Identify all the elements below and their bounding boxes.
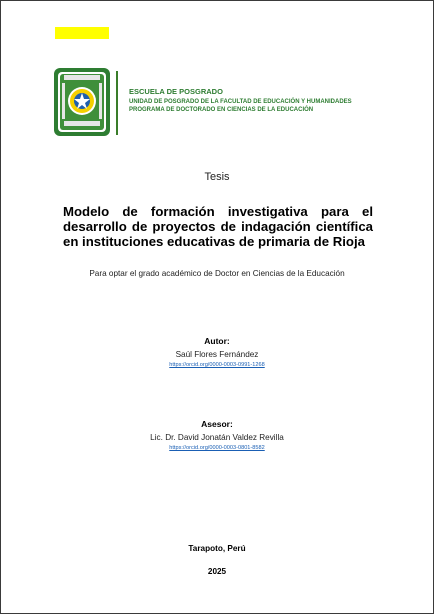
publication-year: 2025 [207, 567, 227, 576]
city-country: Tarapoto, Perú [188, 544, 246, 553]
advisor-label: Asesor: [201, 419, 233, 429]
university-seal-icon [53, 67, 111, 137]
document-type: Tesis [204, 171, 230, 183]
advisor-orcid-link[interactable]: https://orcid.org/0000-0003-0801-8582 [169, 445, 265, 451]
advisor-name: Lic. Dr. David Jonatán Valdez Revilla [150, 433, 284, 442]
author-label: Autor: [204, 336, 230, 346]
author-orcid-link[interactable]: https://orcid.org/0000-0003-0991-1268 [169, 362, 265, 368]
degree-statement: Para optar el grado académico de Doctor en Ciencias de la Educación [89, 269, 345, 278]
yellow-highlight-mark [55, 27, 109, 39]
school-name: ESCUELA DE POSGRADO [129, 87, 223, 96]
header-divider [116, 71, 118, 135]
author-name: Saúl Flores Fernández [175, 350, 259, 359]
institution-header [53, 67, 383, 139]
unit-name: UNIDAD DE POSGRADO DE LA FACULTAD DE EDUCACIÓN Y HUMANIDADES [129, 99, 352, 105]
program-name: PROGRAMA DE DOCTORADO EN CIENCIAS DE LA EDUCACIÓN [129, 107, 314, 113]
thesis-title: Modelo de formación investigativa para el desarrollo de proyectos de indagación científica en instituciones educativas de primaria de Rioja [63, 204, 373, 249]
